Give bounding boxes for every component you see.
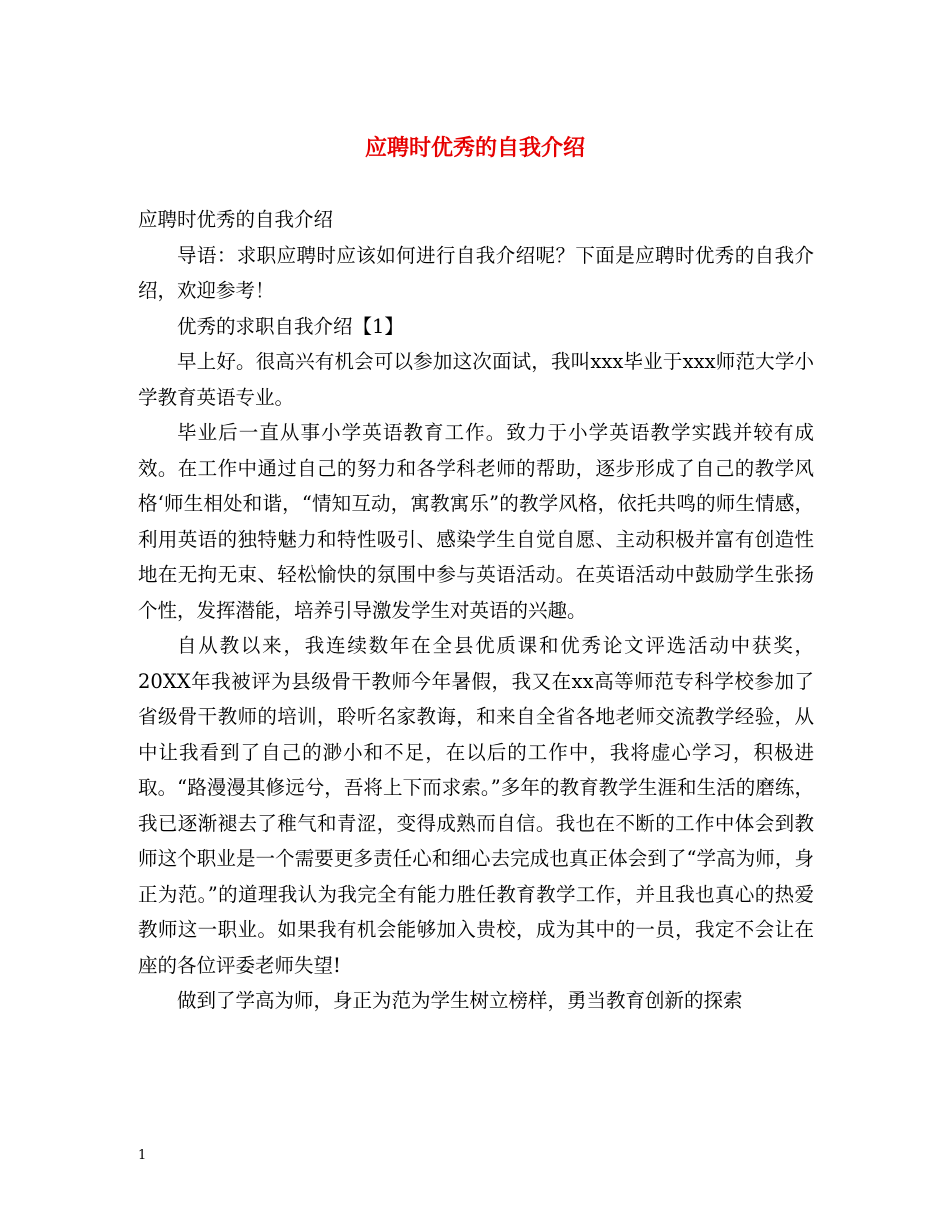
paragraph: 自从教以来，我连续数年在全县优质课和优秀论文评选活动中获奖，20XX年我被评为县级骨干教师今年暑假，我又在xx高等师范专科学校参加了省级骨干教师的培训，聆听名家教诲，和来自全省各地老师交流教学经验，从中让我看到了自己的渺小和不足，在以后的工作中，我将虚心学习，积极进取。“路漫漫其修远兮，吾将上下而求索。”多年的教育教学生涯和生活的磨练，我已逐渐褪去了稚气和青涩，变得成熟而自信。我也在不断的工作中体会到教师这个职业是一个需要更多责任心和细心去完成也真正体会到了“学高为师，身正为范。”的道理我认为我完全有能力胜任教育教学工作，并且我也真心的热爱教师这一职业。如果我有机会能够加入贵校，成为其中的一员，我定不会让在座的各位评委老师失望! — [138, 634, 814, 977]
paragraph: 做到了学高为师，身正为范为学生树立榜样，勇当教育创新的探索 — [177, 989, 743, 1012]
paragraph-subtitle: 应聘时优秀的自我介绍 — [138, 208, 334, 231]
page-number: 1 — [138, 1148, 147, 1163]
document-body — [138, 202, 814, 1019]
paragraph-intro: 导语：求职应聘时应该如何进行自我介绍呢？下面是应聘时优秀的自我介绍，欢迎参考！ — [138, 243, 814, 302]
section-heading: 优秀的求职自我介绍【1】 — [177, 314, 404, 338]
document-title: 应聘时优秀的自我介绍 — [364, 135, 585, 161]
paragraph: 毕业后一直从事小学英语教育工作。致力于小学英语教学实践并较有成效。在工作中通过自己的努力和各学科老师的帮助，逐步形成了自己的教学风格‘师生相处和谐，“情知互动，寓教寓乐”的教学风格，依托共鸣的师生情感，利用英语的独特魅力和特性吸引、感染学生自觉自愿、主动积极并富有创造性地在无拘无束、轻松愉快的氛围中参与英语活动。在英语活动中鼓励学生张扬个性，发挥潜能，培养引导激发学生对英语的兴趣。 — [138, 421, 814, 622]
paragraph: 早上好。很高兴有机会可以参加这次面试，我叫xxx毕业于xxx师范大学小学教育英语专业。 — [138, 350, 814, 409]
